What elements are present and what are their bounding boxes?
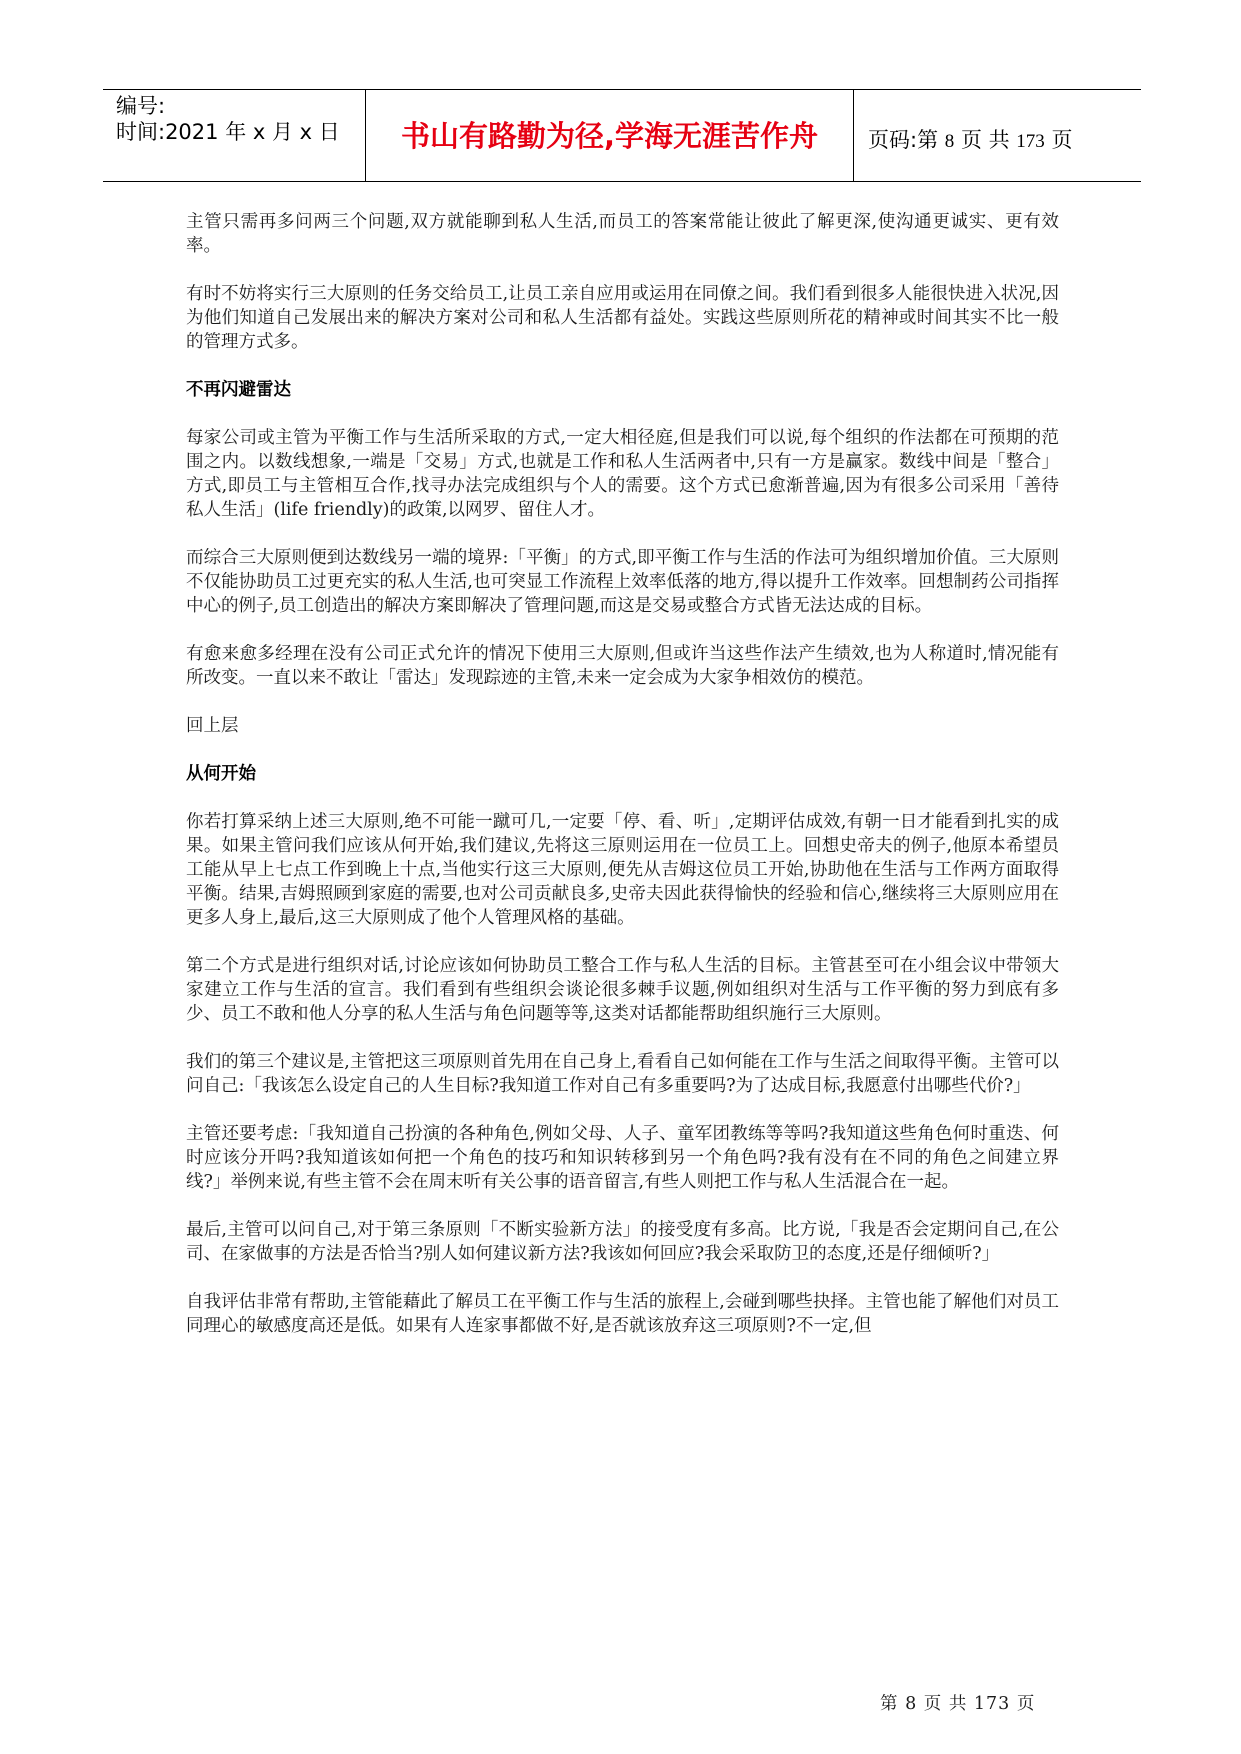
section-heading: 从何开始 bbox=[186, 764, 256, 784]
paragraph: 有时不妨将实行三大原则的任务交给员工,让员工亲自应用或运用在同僚之间。我们看到很多人能很快进入状况,因为他们知道自己发展出来的解决方案对公司和私人生活都有益处。实践这些原则所花的精神或时间其实不比一般的管理方式多。 bbox=[186, 284, 1059, 352]
paragraph: 有愈来愈多经理在没有公司正式允许的情况下使用三大原则,但或许当这些作法产生绩效,也为人称道时,情况能有所改变。一直以来不敢让「雷达」发现踪迹的主管,未来一定会成为大家争相效仿的模范。 bbox=[186, 644, 1059, 688]
paragraph: 主管只需再多问两三个问题,双方就能聊到私人生活,而员工的答案常能让彼此了解更深,使沟通更诚实、更有效率。 bbox=[186, 212, 1059, 256]
doc-time-label: 时间:2021 年 x 月 x 日 bbox=[116, 120, 340, 144]
paragraph: 而综合三大原则便到达数线另一端的境界:「平衡」的方式,即平衡工作与生活的作法可为组织增加价值。三大原则不仅能协助员工过更充实的私人生活,也可突显工作流程上效率低落的地方,得以提升工作效率。回想制药公司指挥中心的例子,员工创造出的解决方案即解决了管理问题,而这是交易或整合方式皆无法达成的目标。 bbox=[186, 548, 1059, 616]
section-heading: 不再闪避雷达 bbox=[186, 380, 291, 400]
page-mid: 页 共 bbox=[954, 128, 1017, 152]
page-suffix: 页 bbox=[1044, 128, 1073, 152]
header-top-rule bbox=[103, 89, 1141, 90]
page-total: 173 bbox=[1016, 131, 1045, 152]
paragraph: 最后,主管可以问自己,对于第三条原则「不断实验新方法」的接受度有多高。比方说,「我是否会定期问自己,在公司、在家做事的方法是否恰当?别人如何建议新方法?我该如何回应?我会采取防卫的态度,还是仔细倾听?」 bbox=[186, 1220, 1059, 1264]
back-to-top-link[interactable]: 回上层 bbox=[186, 716, 239, 736]
header-bottom-rule bbox=[103, 181, 1141, 182]
page-footer: 第 8 页 共 173 页 bbox=[880, 1694, 1036, 1714]
document-body bbox=[186, 210, 1059, 1362]
page-current: 8 bbox=[944, 131, 955, 152]
doc-number-label: 编号: bbox=[116, 94, 166, 118]
header-motto: 书山有路勤为径,学海无涯苦作舟 bbox=[400, 119, 819, 153]
paragraph: 每家公司或主管为平衡工作与生活所采取的方式,一定大相径庭,但是我们可以说,每个组织的作法都在可预期的范围之内。以数线想象,一端是「交易」方式,也就是工作和私人生活两者中,只有一方是赢家。数线中间是「整合」方式,即员工与主管相互合作,找寻办法完成组织与个人的需要。这个方式已愈渐普遍,因为有很多公司采用「善待私人生活」(life friendly)的政策,以网罗、留住人才。 bbox=[186, 428, 1059, 520]
header-meta bbox=[116, 93, 340, 145]
paragraph: 第二个方式是进行组织对话,讨论应该如何协助员工整合工作与私人生活的目标。主管甚至可在小组会议中带领大家建立工作与生活的宣言。我们看到有些组织会谈论很多棘手议题,例如组织对生活与工作平衡的努力到底有多少、员工不敢和他人分享的私人生活与角色问题等等,这类对话都能帮助组织施行三大原则。 bbox=[186, 956, 1059, 1024]
page-prefix: 页码:第 bbox=[868, 128, 945, 152]
paragraph: 自我评估非常有帮助,主管能藉此了解员工在平衡工作与生活的旅程上,会碰到哪些抉择。主管也能了解他们对员工同理心的敏感度高还是低。如果有人连家事都做不好,是否就该放弃这三项原则?不一定,但 bbox=[186, 1292, 1059, 1336]
paragraph: 你若打算采纳上述三大原则,绝不可能一蹴可几,一定要「停、看、听」,定期评估成效,有朝一日才能看到扎实的成果。如果主管问我们应该从何开始,我们建议,先将这三原则运用在一位员工上。回想史帝夫的例子,他原本希望员工能从早上七点工作到晚上十点,当他实行这三大原则,便先从吉姆这位员工开始,协助他在生活与工作两方面取得平衡。结果,吉姆照顾到家庭的需要,也对公司贡献良多,史帝夫因此获得愉快的经验和信心,继续将三大原则应用在更多人身上,最后,这三大原则成了他个人管理风格的基础。 bbox=[186, 812, 1059, 928]
header-divider-right bbox=[853, 89, 854, 181]
paragraph: 主管还要考虑:「我知道自己扮演的各种角色,例如父母、人子、童军团教练等等吗?我知道这些角色何时重迭、何时应该分开吗?我知道该如何把一个角色的技巧和知识转移到另一个角色吗?我有没有在不同的角色之间建立界线?」举例来说,有些主管不会在周末听有关公事的语音留言,有些人则把工作与私人生活混合在一起。 bbox=[186, 1124, 1059, 1192]
paragraph: 我们的第三个建议是,主管把这三项原则首先用在自己身上,看看自己如何能在工作与生活之间取得平衡。主管可以问自己:「我该怎么设定自己的人生目标?我知道工作对自己有多重要吗?为了达成目标,我愿意付出哪些代价?」 bbox=[186, 1052, 1059, 1096]
header-page-indicator bbox=[868, 124, 1072, 154]
